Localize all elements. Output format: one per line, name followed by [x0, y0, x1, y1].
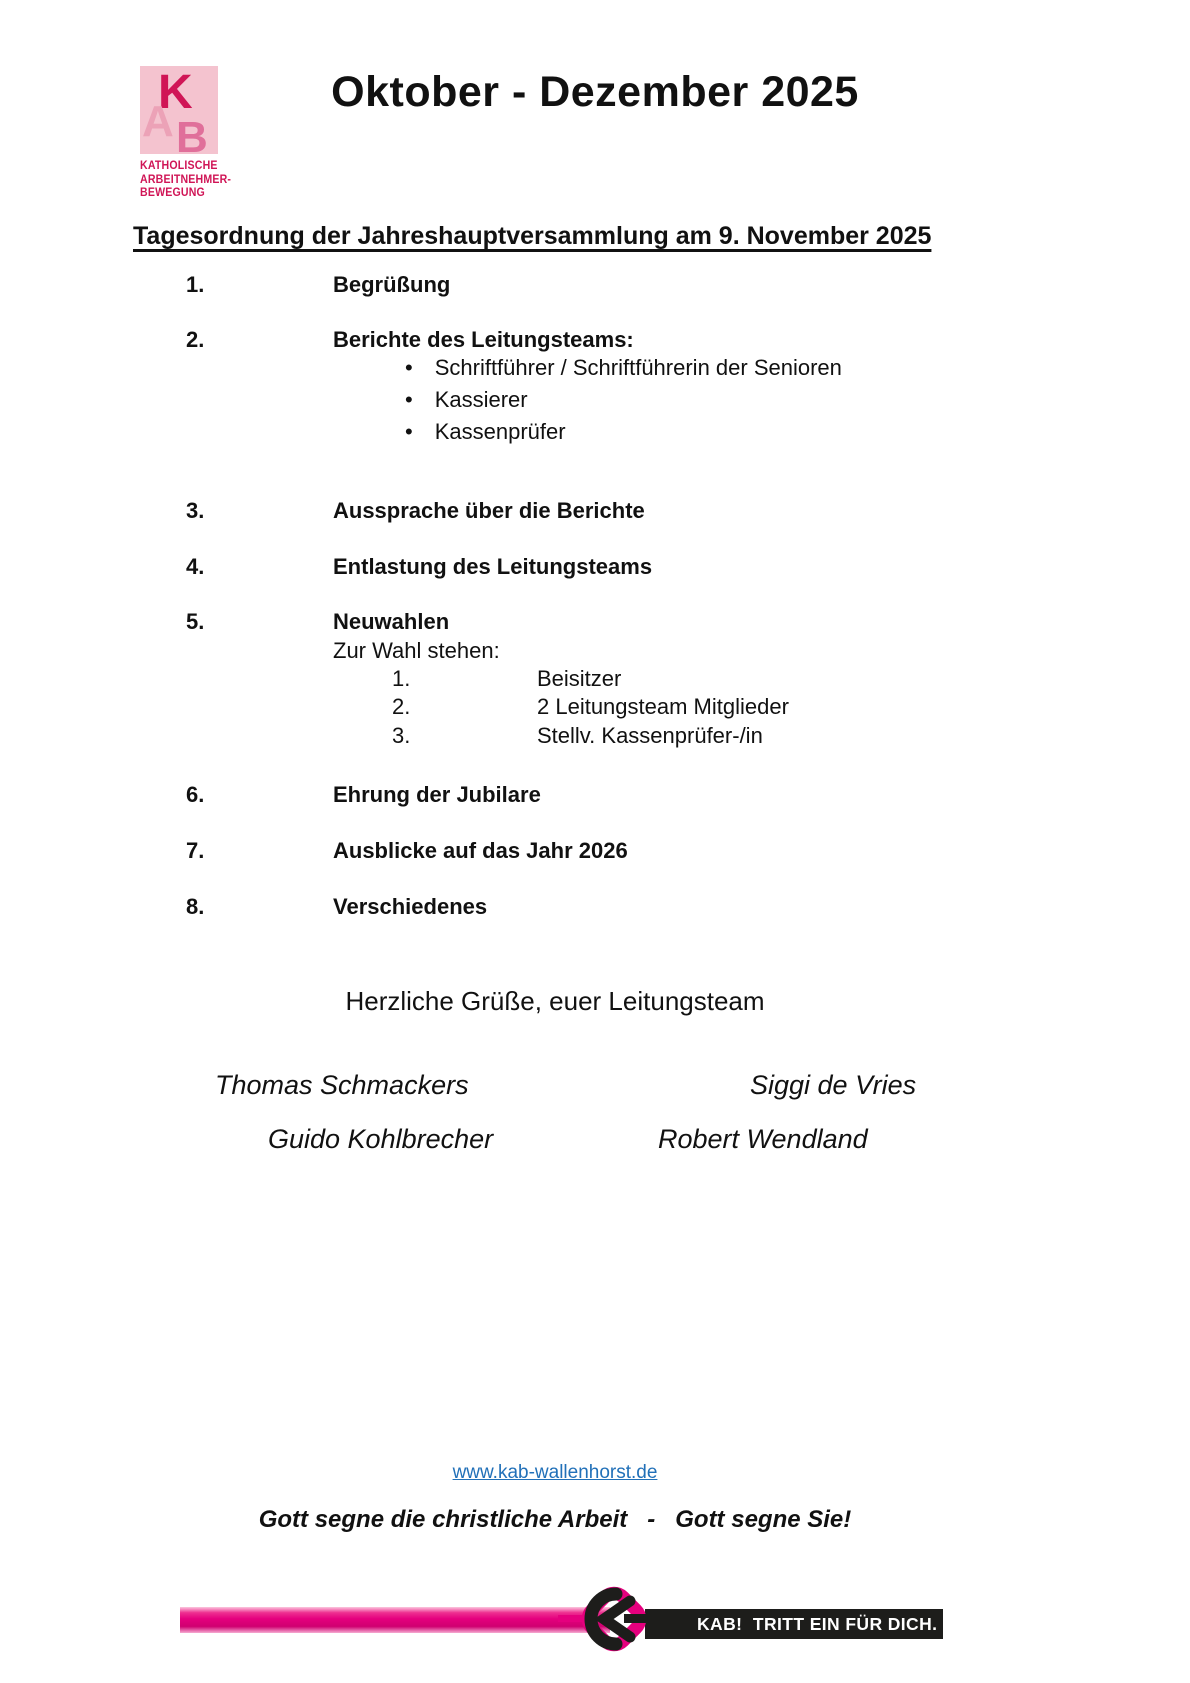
- agenda-item-6-number: 6.: [186, 782, 205, 807]
- svg-text:A: A: [142, 97, 174, 146]
- website-link-row: [0, 1462, 1110, 1484]
- blessing-motto: Gott segne die christliche Arbeit - Gott segne Sie!: [258, 1506, 852, 1533]
- svg-text:K: K: [158, 66, 193, 119]
- agenda-item-6-label: Ehrung der Jubilare: [333, 782, 541, 807]
- agenda-item-5-sub-1-number: 1.: [392, 666, 411, 691]
- logo-caption-line-3: BEWEGUNG: [140, 187, 205, 199]
- bullet-text: Kassierer: [434, 387, 528, 412]
- banner-pink-bar: [180, 1607, 610, 1633]
- bullet-text: Schriftführer / Schriftführerin der Senioren: [434, 355, 842, 380]
- agenda-item-5-sub-1-label: Beisitzer: [537, 666, 622, 691]
- page-title: Oktober - Dezember 2025: [331, 68, 859, 116]
- agenda-item-2-bullet-3: [405, 419, 566, 445]
- agenda-item-1-label: Begrüßung: [333, 272, 451, 297]
- agenda-item-2-label: Berichte des Leitungsteams:: [333, 327, 634, 352]
- agenda-item-4-label: Entlastung des Leitungsteams: [333, 554, 653, 579]
- bullet-icon: •: [405, 387, 413, 412]
- agenda-item-8-number: 8.: [186, 894, 205, 919]
- agenda-item-5-sublabel: Zur Wahl stehen:: [333, 638, 500, 663]
- kab-campaign-banner: [0, 1583, 1190, 1655]
- agenda-item-5-number: 5.: [186, 609, 205, 634]
- agenda-item-7-label: Ausblicke auf das Jahr 2026: [333, 838, 628, 863]
- banner-slogan-bar: [645, 1609, 943, 1639]
- banner-slogan-text: KAB! TRITT EIN FÜR DICH.: [697, 1613, 938, 1634]
- agenda-item-3-number: 3.: [186, 498, 205, 523]
- agenda-item-4-number: 4.: [186, 554, 205, 579]
- agenda-item-3-label: Aussprache über die Berichte: [333, 498, 645, 523]
- website-link[interactable]: www.kab-wallenhorst.de: [452, 1462, 658, 1483]
- signature-thomas-schmackers: Thomas Schmackers: [215, 1070, 469, 1100]
- agenda-item-7-number: 7.: [186, 838, 205, 863]
- bullet-text: Kassenprüfer: [434, 419, 566, 444]
- agenda-item-5-sub-2-label: 2 Leitungsteam Mitglieder: [537, 694, 789, 719]
- agenda-item-2-number: 2.: [186, 327, 205, 352]
- agenda-item-5-sub-3-label: Stellv. Kassenprüfer-/in: [537, 723, 763, 748]
- agenda-item-2-bullet-2: [405, 387, 528, 413]
- agenda-item-5-sub-3-number: 3.: [392, 723, 411, 748]
- agenda-item-2-bullet-1: [405, 355, 842, 381]
- agenda-item-5-label: Neuwahlen: [333, 609, 450, 634]
- signature-guido-kohlbrecher: Guido Kohlbrecher: [268, 1124, 494, 1154]
- knot-icon: [558, 1583, 662, 1655]
- svg-text:B: B: [176, 113, 208, 154]
- agenda-item-8-label: Verschiedenes: [333, 894, 488, 919]
- bullet-icon: •: [405, 419, 413, 444]
- signature-robert-wendland: Robert Wendland: [658, 1124, 868, 1154]
- closing-greeting: Herzliche Grüße, euer Leitungsteam: [345, 986, 765, 1016]
- logo-caption-line-1: KATHOLISCHE: [140, 160, 218, 172]
- agenda-heading: Tagesordnung der Jahreshauptversammlung am 9. November 2025: [133, 222, 932, 250]
- logo-caption-line-2: ARBEITNEHMER-: [140, 173, 232, 186]
- signature-siggi-de-vries: Siggi de Vries: [750, 1070, 917, 1100]
- agenda-item-5-sub-2-number: 2.: [392, 694, 411, 719]
- bullet-icon: •: [405, 355, 413, 380]
- agenda-item-1-number: 1.: [186, 272, 205, 297]
